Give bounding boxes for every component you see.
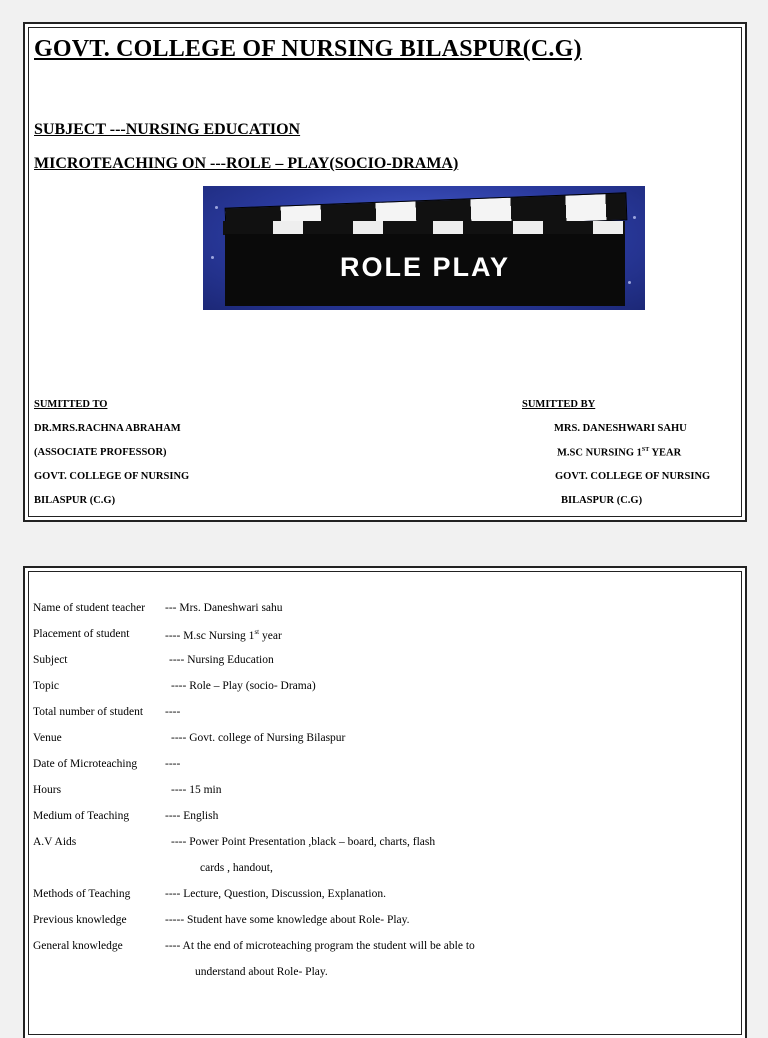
role-play-banner-image	[203, 186, 645, 310]
detail-value: ---- 15 min	[171, 784, 222, 796]
submitted-by-heading: SUMITTED BY	[522, 399, 596, 410]
detail-label: Venue	[33, 732, 62, 744]
submitted-to-designation: (ASSOCIATE PROFESSOR)	[34, 447, 167, 458]
detail-value: ---- Role – Play (socio- Drama)	[171, 680, 316, 692]
submitted-to-city: BILASPUR (C.G)	[34, 495, 116, 506]
microteaching-heading: MICROTEACHING ON ---ROLE – PLAY(SOCIO-DRAMA)	[34, 155, 459, 172]
submitted-by-name: MRS. DANESHWARI SAHU	[554, 423, 687, 434]
detail-value: ---- Nursing Education	[169, 654, 274, 666]
college-title: GOVT. COLLEGE OF NURSING BILASPUR(C.G)	[34, 36, 582, 62]
detail-value: ----- Student have some knowledge about Role- Play.	[165, 914, 410, 926]
detail-value: ----	[165, 706, 181, 718]
detail-label: Date of Microteaching	[33, 758, 138, 770]
banner-text: ROLE PLAY	[339, 252, 511, 282]
detail-label: Subject	[33, 654, 68, 666]
submitted-to-name: DR.MRS.RACHNA ABRAHAM	[34, 423, 181, 434]
clapperboard-slate	[225, 234, 625, 306]
submitted-by-city: BILASPUR (C.G)	[561, 495, 643, 506]
detail-label: Previous knowledge	[33, 914, 127, 926]
detail-value: ---- Govt. college of Nursing Bilaspur	[171, 732, 346, 744]
detail-label: Placement of student	[33, 628, 130, 640]
detail-value: --- Mrs. Daneshwari sahu	[165, 602, 283, 614]
detail-label: A.V Aids	[33, 836, 77, 848]
detail-label: Medium of Teaching	[33, 810, 130, 822]
detail-value: ----	[165, 758, 181, 770]
detail-value: ---- At the end of microteaching program the student will be able to	[165, 940, 475, 952]
detail-value: ---- Power Point Presentation ,black – board, charts, flash	[171, 836, 436, 848]
detail-label: General knowledge	[33, 940, 123, 952]
detail-label: Total number of student	[33, 706, 144, 718]
detail-label: Name of student teacher	[33, 602, 146, 614]
clapperboard-hinge-stripe	[223, 221, 625, 235]
detail-value: ---- English	[165, 810, 219, 822]
lesson-plan-page	[23, 566, 747, 1038]
detail-value: cards , handout,	[200, 862, 273, 874]
cover-page	[23, 22, 747, 522]
submitted-to-college: GOVT. COLLEGE OF NURSING	[34, 471, 190, 482]
detail-value: ---- Lecture, Question, Discussion, Explanation.	[165, 888, 386, 900]
detail-value: ---- M.sc Nursing 1st year	[165, 628, 282, 642]
submitted-by-college: GOVT. COLLEGE OF NURSING	[555, 471, 711, 482]
detail-label: Hours	[33, 784, 62, 796]
detail-label: Topic	[33, 680, 60, 692]
submitted-to-heading: SUMITTED TO	[34, 399, 108, 410]
detail-value: understand about Role- Play.	[195, 966, 328, 978]
submitted-by-course: M.SC NURSING 1ST YEAR	[557, 447, 682, 459]
subject-heading: SUBJECT ---NURSING EDUCATION	[34, 121, 301, 138]
detail-label: Methods of Teaching	[33, 888, 131, 900]
